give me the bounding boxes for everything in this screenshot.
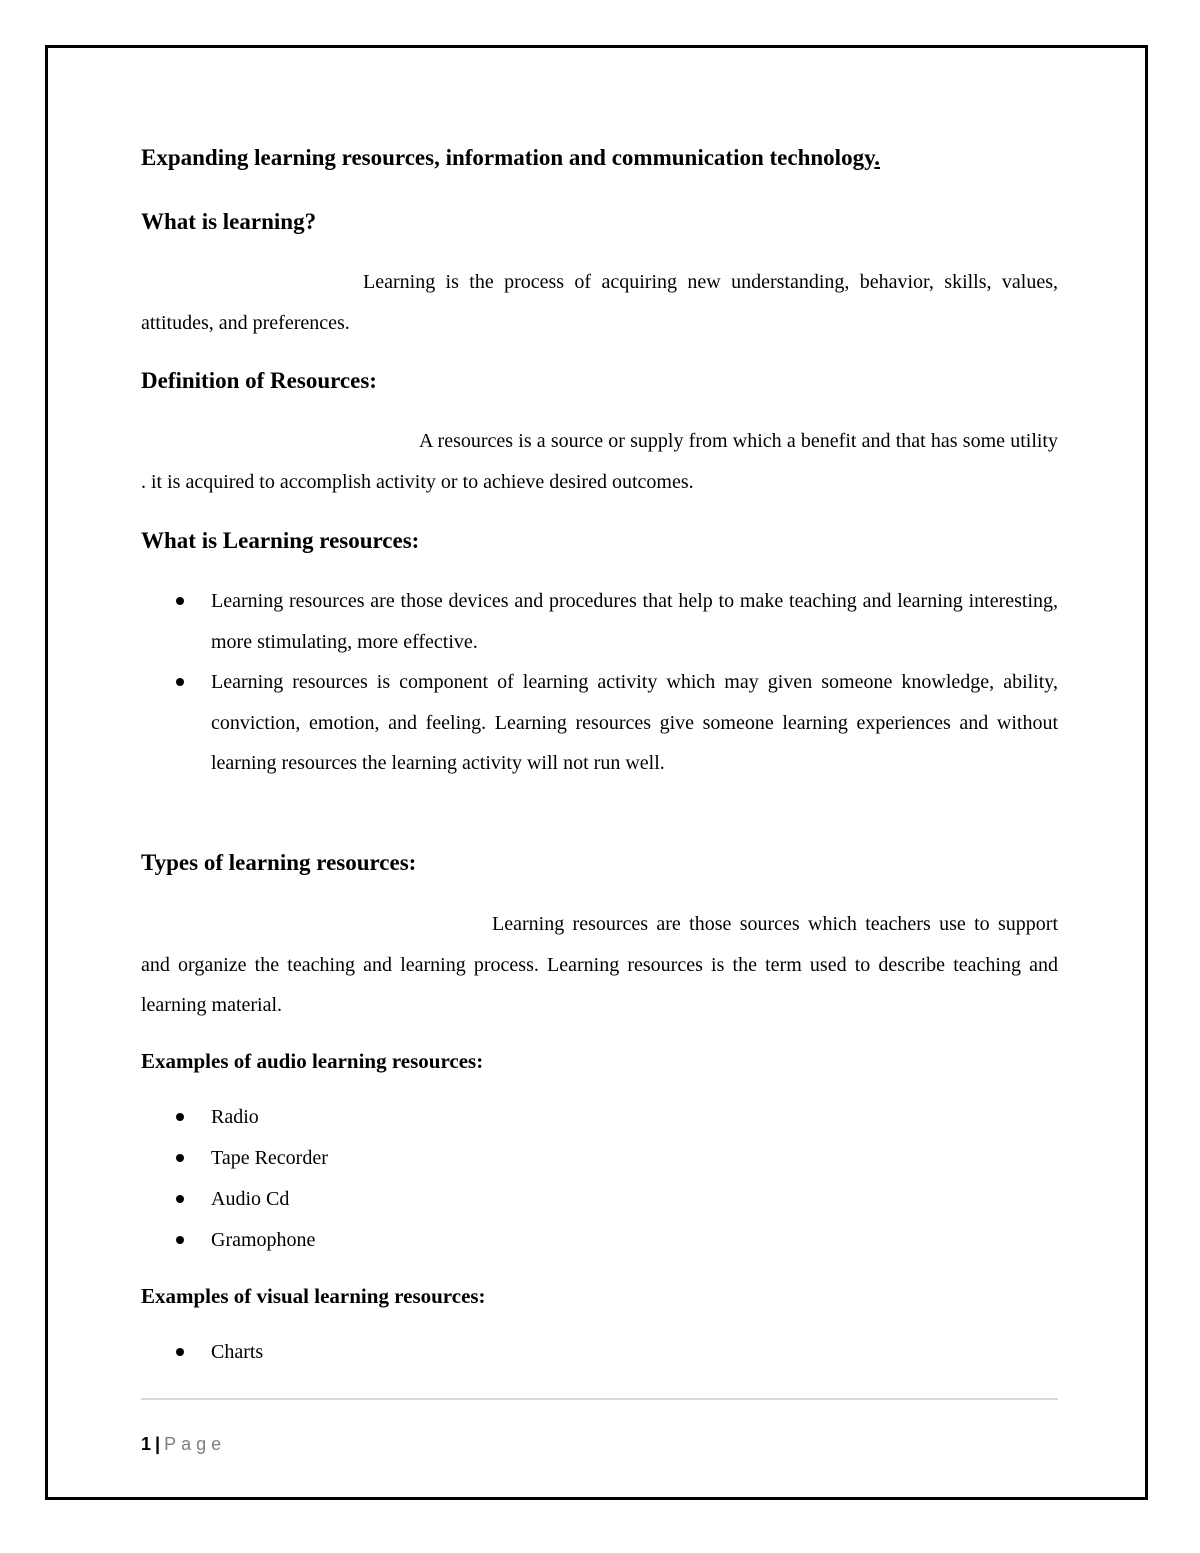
list-item: Audio Cd	[141, 1179, 1058, 1220]
list-item: Learning resources are those devices and procedures that help to make teaching and learning interesting, more stimulating, more effective.	[141, 581, 1058, 662]
section-definition-body	[141, 421, 1058, 502]
heading-types-of-learning-resources: Types of learning resources:	[141, 850, 417, 875]
section-what-is-learning-heading-block	[141, 207, 1058, 237]
section-what-is-learning-resources-body	[141, 581, 1058, 784]
list-item: Radio	[141, 1097, 1058, 1138]
paragraph-what-is-learning: Learning is the process of acquiring new understanding, behavior, skills, values, attitudes, and preferences.	[141, 271, 1058, 334]
list-item: Gramophone	[141, 1220, 1058, 1261]
bullet-list-learning-resources	[141, 581, 1058, 784]
paragraph-types-of-learning-resources: Learning resources are those sources which teachers use to support and organize the teaching and learning process. Learning resources is the term used to describe teaching and learning material.	[141, 913, 1058, 1016]
section-types-body	[141, 904, 1058, 1026]
title-block	[141, 143, 1058, 173]
document-title	[141, 143, 1058, 173]
list-item: Tape Recorder	[141, 1138, 1058, 1179]
footer-divider	[141, 1398, 1058, 1400]
paragraph-definition-of-resources: A resources is a source or supply from which a benefit and that has some utility . it is acquired to accomplish activity or to achieve desired outcomes.	[141, 430, 1058, 493]
heading-what-is-learning: What is learning?	[141, 209, 317, 234]
footer-separator: |	[155, 1434, 161, 1454]
section-definition-heading-block	[141, 366, 1058, 396]
section-audio-heading-block	[141, 1047, 1058, 1075]
heading-visual-examples: Examples of visual learning resources:	[141, 1284, 486, 1308]
document-title-suffix: .	[874, 145, 881, 170]
section-what-is-learning-resources-heading-block	[141, 526, 1058, 556]
list-item: Charts	[141, 1332, 1058, 1373]
bullet-list-visual	[141, 1332, 1058, 1373]
section-types-heading-block	[141, 848, 1058, 878]
section-visual-body	[141, 1332, 1058, 1373]
section-what-is-learning-body	[141, 262, 1058, 343]
bullet-list-audio	[141, 1097, 1058, 1261]
heading-what-is-learning-resources: What is Learning resources:	[141, 528, 420, 553]
page-number: 1	[141, 1434, 152, 1454]
page-label: Page	[164, 1434, 227, 1454]
list-item: Learning resources is component of learning activity which may given someone knowledge, ability, conviction, emotion, and feeling. Learning resources give someone learning experiences and without learning resources the learning activity will not run well.	[141, 662, 1058, 784]
section-visual-heading-block	[141, 1282, 1058, 1310]
section-audio-body	[141, 1097, 1058, 1261]
page-footer	[141, 1432, 226, 1456]
heading-definition-of-resources: Definition of Resources:	[141, 368, 377, 393]
heading-audio-examples: Examples of audio learning resources:	[141, 1049, 484, 1073]
document-title-text: Expanding learning resources, information and communication technology	[141, 145, 875, 170]
